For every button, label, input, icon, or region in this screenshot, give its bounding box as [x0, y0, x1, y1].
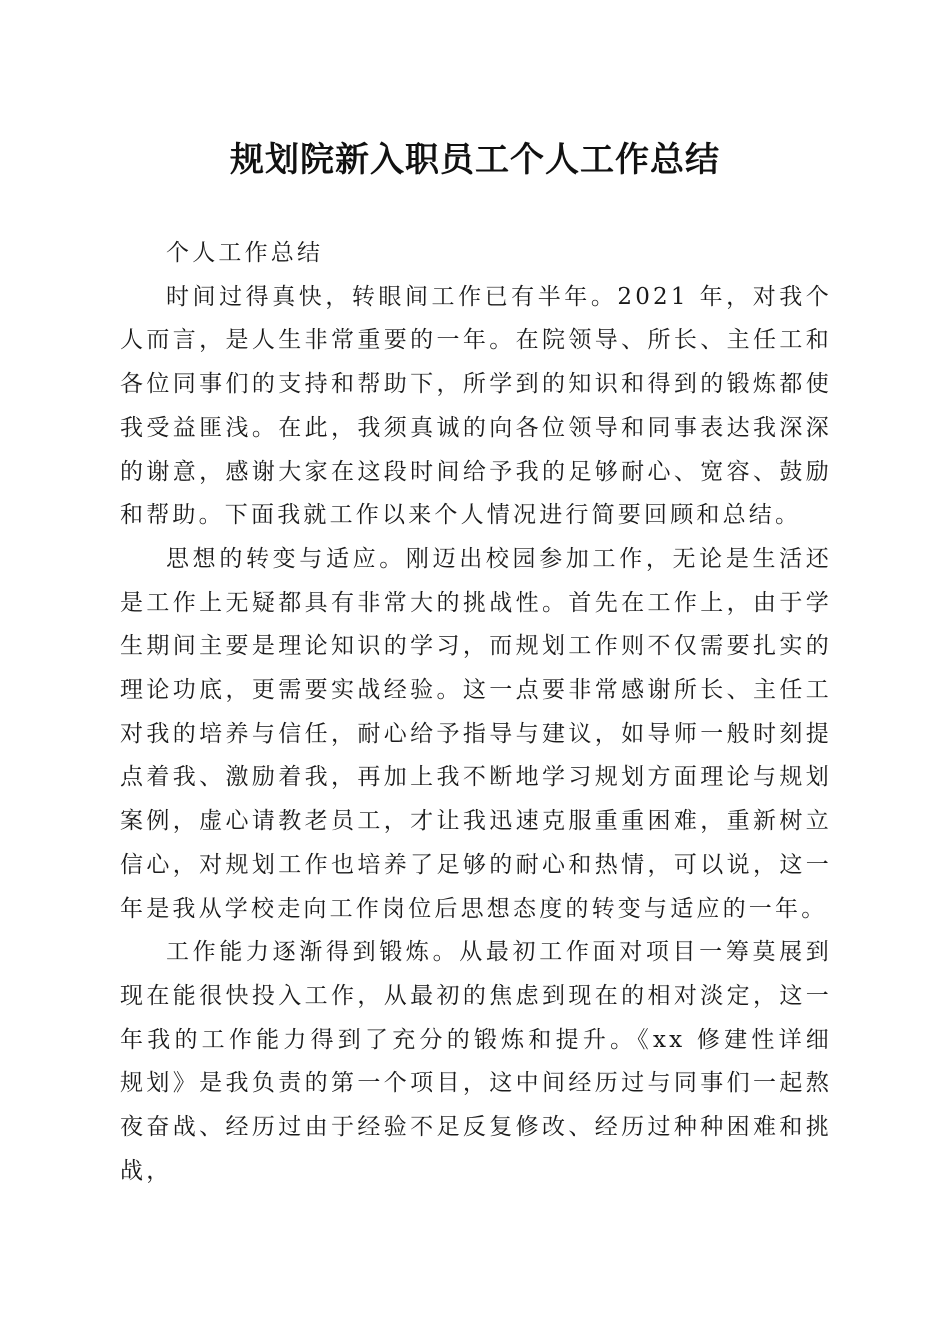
paragraph-thinking: 思想的转变与适应。刚迈出校园参加工作，无论是生活还是工作上无疑都具有非常大的挑战性。首先在工作上，由于学生期间主要是理论知识的学习，而规划工作则不仅需要扎实的理论功底，更需要实战经验。这一点要非常感谢所长、主任工对我的培养与信任，耐心给予指导与建议，如导师一般时刻提点着我、激励着我，再加上我不断地学习规划方面理论与规划案例，虚心请教老员工，才让我迅速克服重重困难，重新树立信心，对规划工作也培养了足够的耐心和热情，可以说，这一年是我从学校走向工作岗位后思想态度的转变与适应的一年。 — [120, 545, 832, 922]
paragraph-intro: 时间过得真快，转眼间工作已有半年。2021 年，对我个人而言，是人生非常重要的一年。在院领导、所长、主任工和各位同事们的支持和帮助下，所学到的知识和得到的锻炼都使我受益匪浅。在此，我须真诚的向各位领导和同事表达我深深的谢意，感谢大家在这段时间给予我的足够耐心、宽容、鼓励和帮助。下面我就工作以来个人情况进行简要回顾和总结。 — [120, 283, 832, 529]
document-subheading: 个人工作总结 — [166, 240, 324, 266]
document-body — [120, 232, 832, 1193]
paragraph-ability: 工作能力逐渐得到锻炼。从最初工作面对项目一筹莫展到现在能很快投入工作，从最初的焦虑到现在的相对淡定，这一年我的工作能力得到了充分的锻炼和提升。《xx 修建性详细规划》是我负责的第一个项目，这中间经历过与同事们一起熬夜奋战、经历过由于经验不足反复修改、经历过种种困难和挑战， — [120, 939, 832, 1184]
document-title: 规划院新入职员工个人工作总结 — [230, 140, 720, 180]
